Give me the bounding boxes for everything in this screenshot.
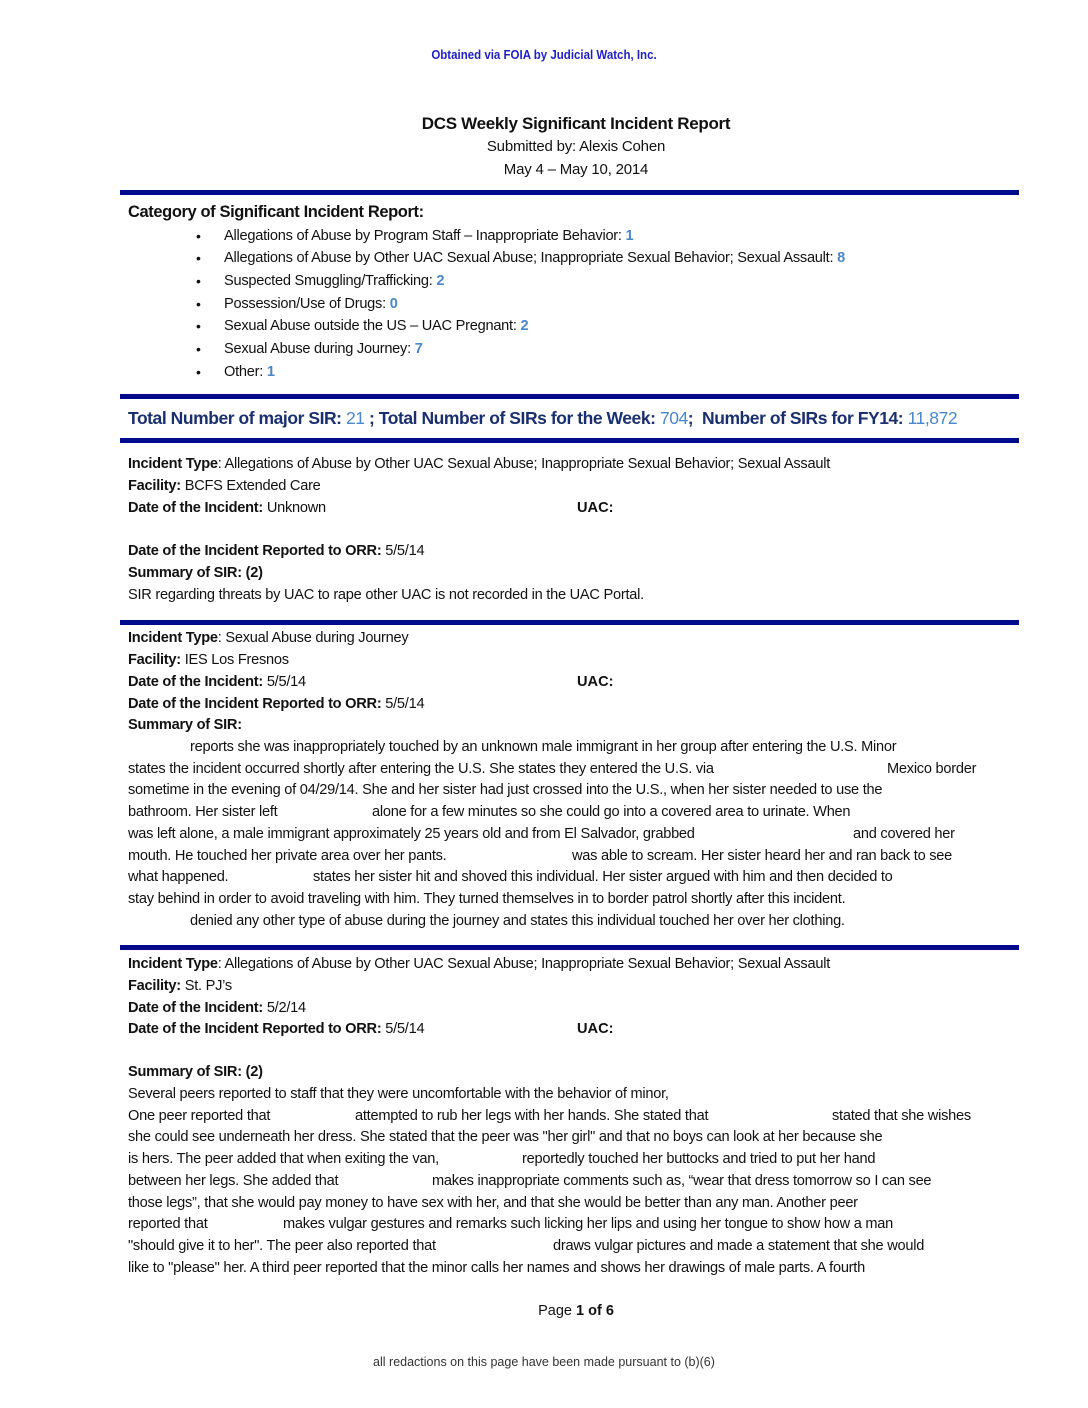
date-range: May 4 – May 10, 2014 [503, 161, 649, 178]
divider [120, 945, 1019, 950]
summary-line-segment: "should give it to her". The peer also reported that [128, 1238, 436, 1254]
summary-line-segment: and covered her [853, 826, 955, 842]
category-heading: Category of Significant Incident Report: [128, 203, 424, 221]
summary-line-segment: states her sister hit and shoved this individual. Her sister argued with him and then decided to [313, 869, 893, 885]
facility-value: St. PJ’s [180, 978, 232, 994]
summary-line-segment: states the incident occurred shortly after entering the U.S. She states they entered the U.S. via [128, 761, 714, 777]
incident-date-label: Date of the Incident: [128, 500, 264, 516]
summary-heading-value: (2) [241, 1064, 263, 1080]
category-item [224, 364, 275, 380]
category-count: 1 [266, 364, 275, 380]
category-item [224, 228, 633, 244]
summary-line-segment: like to "please" her. A third peer reported that the minor calls her names and shows her drawings of male parts. A fourth [128, 1260, 865, 1276]
summary-heading [128, 717, 242, 733]
incident-type-label: Incident Type [128, 956, 218, 972]
facility-label: Facility: [128, 978, 181, 994]
facility-value: BCFS Extended Care [180, 478, 321, 494]
incident-date-label: Date of the Incident: [128, 1000, 264, 1016]
page-number [0, 1303, 1088, 1319]
facility [128, 978, 232, 994]
category-item [224, 296, 398, 312]
divider [120, 394, 1019, 399]
submitted-by: Submitted by: Alexis Cohen [486, 138, 666, 155]
major-sir-label: Total Number of major SIR: [128, 408, 342, 428]
incident-type-label: Incident Type [128, 630, 218, 646]
incident-date [128, 674, 306, 690]
facility-label: Facility: [128, 478, 181, 494]
category-label: Suspected Smuggling/Trafficking: [224, 273, 433, 289]
facility [128, 652, 289, 668]
category-item [224, 273, 444, 289]
summary-line-segment: those legs”, that she would pay money to have sex with her, and that she would be better than any man. Another peer [128, 1195, 858, 1211]
incident-type [128, 956, 830, 972]
category-count: 7 [414, 341, 423, 357]
summary-line-segment: reported that [128, 1216, 208, 1232]
summary-heading [128, 565, 263, 581]
summary-line-segment: reportedly touched her buttocks and tried to put her hand [522, 1151, 876, 1167]
category-count: 8 [837, 250, 845, 266]
report-title: DCS Weekly Significant Incident Report [421, 114, 731, 133]
incident-type-value: : Sexual Abuse during Journey [217, 630, 409, 646]
facility-label: Facility: [128, 652, 181, 668]
incident-type-label: Incident Type [128, 456, 218, 472]
summary-line-segment: Mexico border [887, 761, 977, 777]
reported-date-value: 5/5/14 [381, 696, 425, 712]
page-of: of [584, 1303, 606, 1319]
summary-line-segment: is hers. The peer added that when exiting the van, [128, 1151, 439, 1167]
summary-line: SIR regarding threats by UAC to rape other UAC is not recorded in the UAC Portal. [128, 587, 644, 603]
incident-date-label: Date of the Incident: [128, 674, 264, 690]
incident-date [128, 500, 326, 516]
summary-line-segment: Several peers reported to staff that they were uncomfortable with the behavior of minor, [128, 1086, 669, 1102]
redaction-note: all redactions on this page have been made pursuant to (b)(6) [373, 1355, 715, 1369]
category-count: 1 [625, 228, 634, 244]
category-label: Sexual Abuse outside the US – UAC Pregnant: [224, 318, 517, 334]
facility-value: IES Los Fresnos [180, 652, 289, 668]
category-item [224, 318, 528, 334]
category-count: 0 [389, 296, 398, 312]
category-label: Allegations of Abuse by Program Staff – Inappropriate Behavior: [224, 228, 622, 244]
bullet-icon: • [196, 296, 201, 312]
category-item [224, 341, 423, 357]
summary-line-segment: was able to scream. Her sister heard her and ran back to see [572, 848, 953, 864]
fy14-sir-label: Number of SIRs for FY14: [702, 408, 904, 428]
incident-date-value: 5/5/14 [263, 674, 306, 690]
incident-type [128, 630, 408, 646]
summary-line-segment: attempted to rub her legs with her hands. She stated that [355, 1108, 709, 1124]
bullet-icon: • [196, 364, 201, 380]
incident-type [128, 456, 830, 472]
bullet-icon: • [196, 250, 201, 266]
summary-line-segment: stay behind in order to avoid traveling with him. They turned themselves in to border patrol shortly after this incident. [128, 891, 846, 907]
reported-date-value: 5/5/14 [381, 543, 425, 559]
week-sir-label: Total Number of SIRs for the Week: [378, 408, 656, 428]
category-label: Possession/Use of Drugs: [224, 296, 386, 312]
summary-heading-value: (2) [241, 565, 263, 581]
summary-heading-label: Summary of SIR: [128, 565, 242, 581]
foia-watermark: Obtained via FOIA by Judicial Watch, Inc. [431, 48, 657, 62]
summary-line-segment: stated that she wishes [832, 1108, 971, 1124]
incident-type-value: : Allegations of Abuse by Other UAC Sexual Abuse; Inappropriate Sexual Behavior; Sexual Assault [217, 456, 831, 472]
uac-label: UAC: [577, 500, 614, 516]
category-count: 2 [520, 318, 529, 334]
reported-date [128, 696, 424, 712]
summary-line-segment: she could see underneath her dress. She stated that the peer was "her girl" and that no boys can look at her because she [128, 1129, 883, 1145]
bullet-icon: • [196, 273, 201, 289]
category-count: 2 [436, 273, 445, 289]
summary-line-segment: denied any other type of abuse during the journey and states this individual touched her over her clothing. [190, 913, 845, 929]
incident-date [128, 1000, 306, 1016]
reported-date [128, 543, 424, 559]
summary-heading [128, 1064, 263, 1080]
incident-date-value: Unknown [263, 500, 326, 516]
bullet-icon: • [196, 318, 201, 334]
totals-line [128, 408, 957, 429]
summary-line-segment: between her legs. She added that [128, 1173, 339, 1189]
summary-line-segment: alone for a few minutes so she could go into a covered area to urinate. When [372, 804, 851, 820]
summary-line-segment: makes vulgar gestures and remarks such licking her lips and using her tongue to show how a man [283, 1216, 894, 1232]
bullet-icon: • [196, 228, 201, 244]
reported-date-value: 5/5/14 [381, 1021, 425, 1037]
major-sir-value: 21 [345, 408, 365, 428]
bullet-icon: • [196, 341, 201, 357]
separator: ; [687, 408, 694, 428]
summary-heading-label: Summary of SIR: [128, 1064, 242, 1080]
uac-label: UAC: [577, 674, 614, 690]
reported-date-label: Date of the Incident Reported to ORR: [128, 696, 382, 712]
summary-line-segment: was left alone, a male immigrant approximately 25 years old and from El Salvador, grabbed [128, 826, 695, 842]
summary-line-segment: what happened. [128, 869, 229, 885]
page-current: 1 [576, 1303, 585, 1319]
summary-line-segment: makes inappropriate comments such as, “wear that dress tomorrow so I can see [432, 1173, 932, 1189]
separator: ; [368, 408, 375, 428]
category-label: Allegations of Abuse by Other UAC Sexual Abuse; Inappropriate Sexual Behavior; Sexual Assault: [224, 250, 834, 266]
summary-line-segment: draws vulgar pictures and made a statement that she would [553, 1238, 925, 1254]
reported-date-label: Date of the Incident Reported to ORR: [128, 1021, 382, 1037]
page-prefix: Page [538, 1303, 576, 1319]
category-item [224, 250, 845, 266]
page-total: 6 [605, 1303, 614, 1319]
reported-date-label: Date of the Incident Reported to ORR: [128, 543, 382, 559]
summary-line-segment: mouth. He touched her private area over her pants. [128, 848, 447, 864]
summary-heading-label: Summary of SIR: [128, 717, 242, 733]
category-label: Other: [224, 364, 264, 380]
category-label: Sexual Abuse during Journey: [224, 341, 411, 357]
divider [120, 620, 1019, 625]
summary-line-segment: bathroom. Her sister left [128, 804, 278, 820]
summary-line-segment: reports she was inappropriately touched by an unknown male immigrant in her group after entering the U.S. Minor [190, 739, 897, 755]
fy14-sir-value: 11,872 [907, 408, 958, 428]
uac-label: UAC: [577, 1021, 614, 1037]
incident-date-value: 5/2/14 [263, 1000, 306, 1016]
week-sir-value: 704 [659, 408, 688, 428]
summary-line-segment: sometime in the evening of 04/29/14. She and her sister had just crossed into the U.S., when her sister needed to use the [128, 782, 883, 798]
reported-date [128, 1021, 424, 1037]
divider [120, 438, 1019, 443]
summary-line-segment: One peer reported that [128, 1108, 271, 1124]
incident-type-value: : Allegations of Abuse by Other UAC Sexual Abuse; Inappropriate Sexual Behavior; Sexual Assault [217, 956, 831, 972]
facility [128, 478, 321, 494]
divider [120, 190, 1019, 195]
